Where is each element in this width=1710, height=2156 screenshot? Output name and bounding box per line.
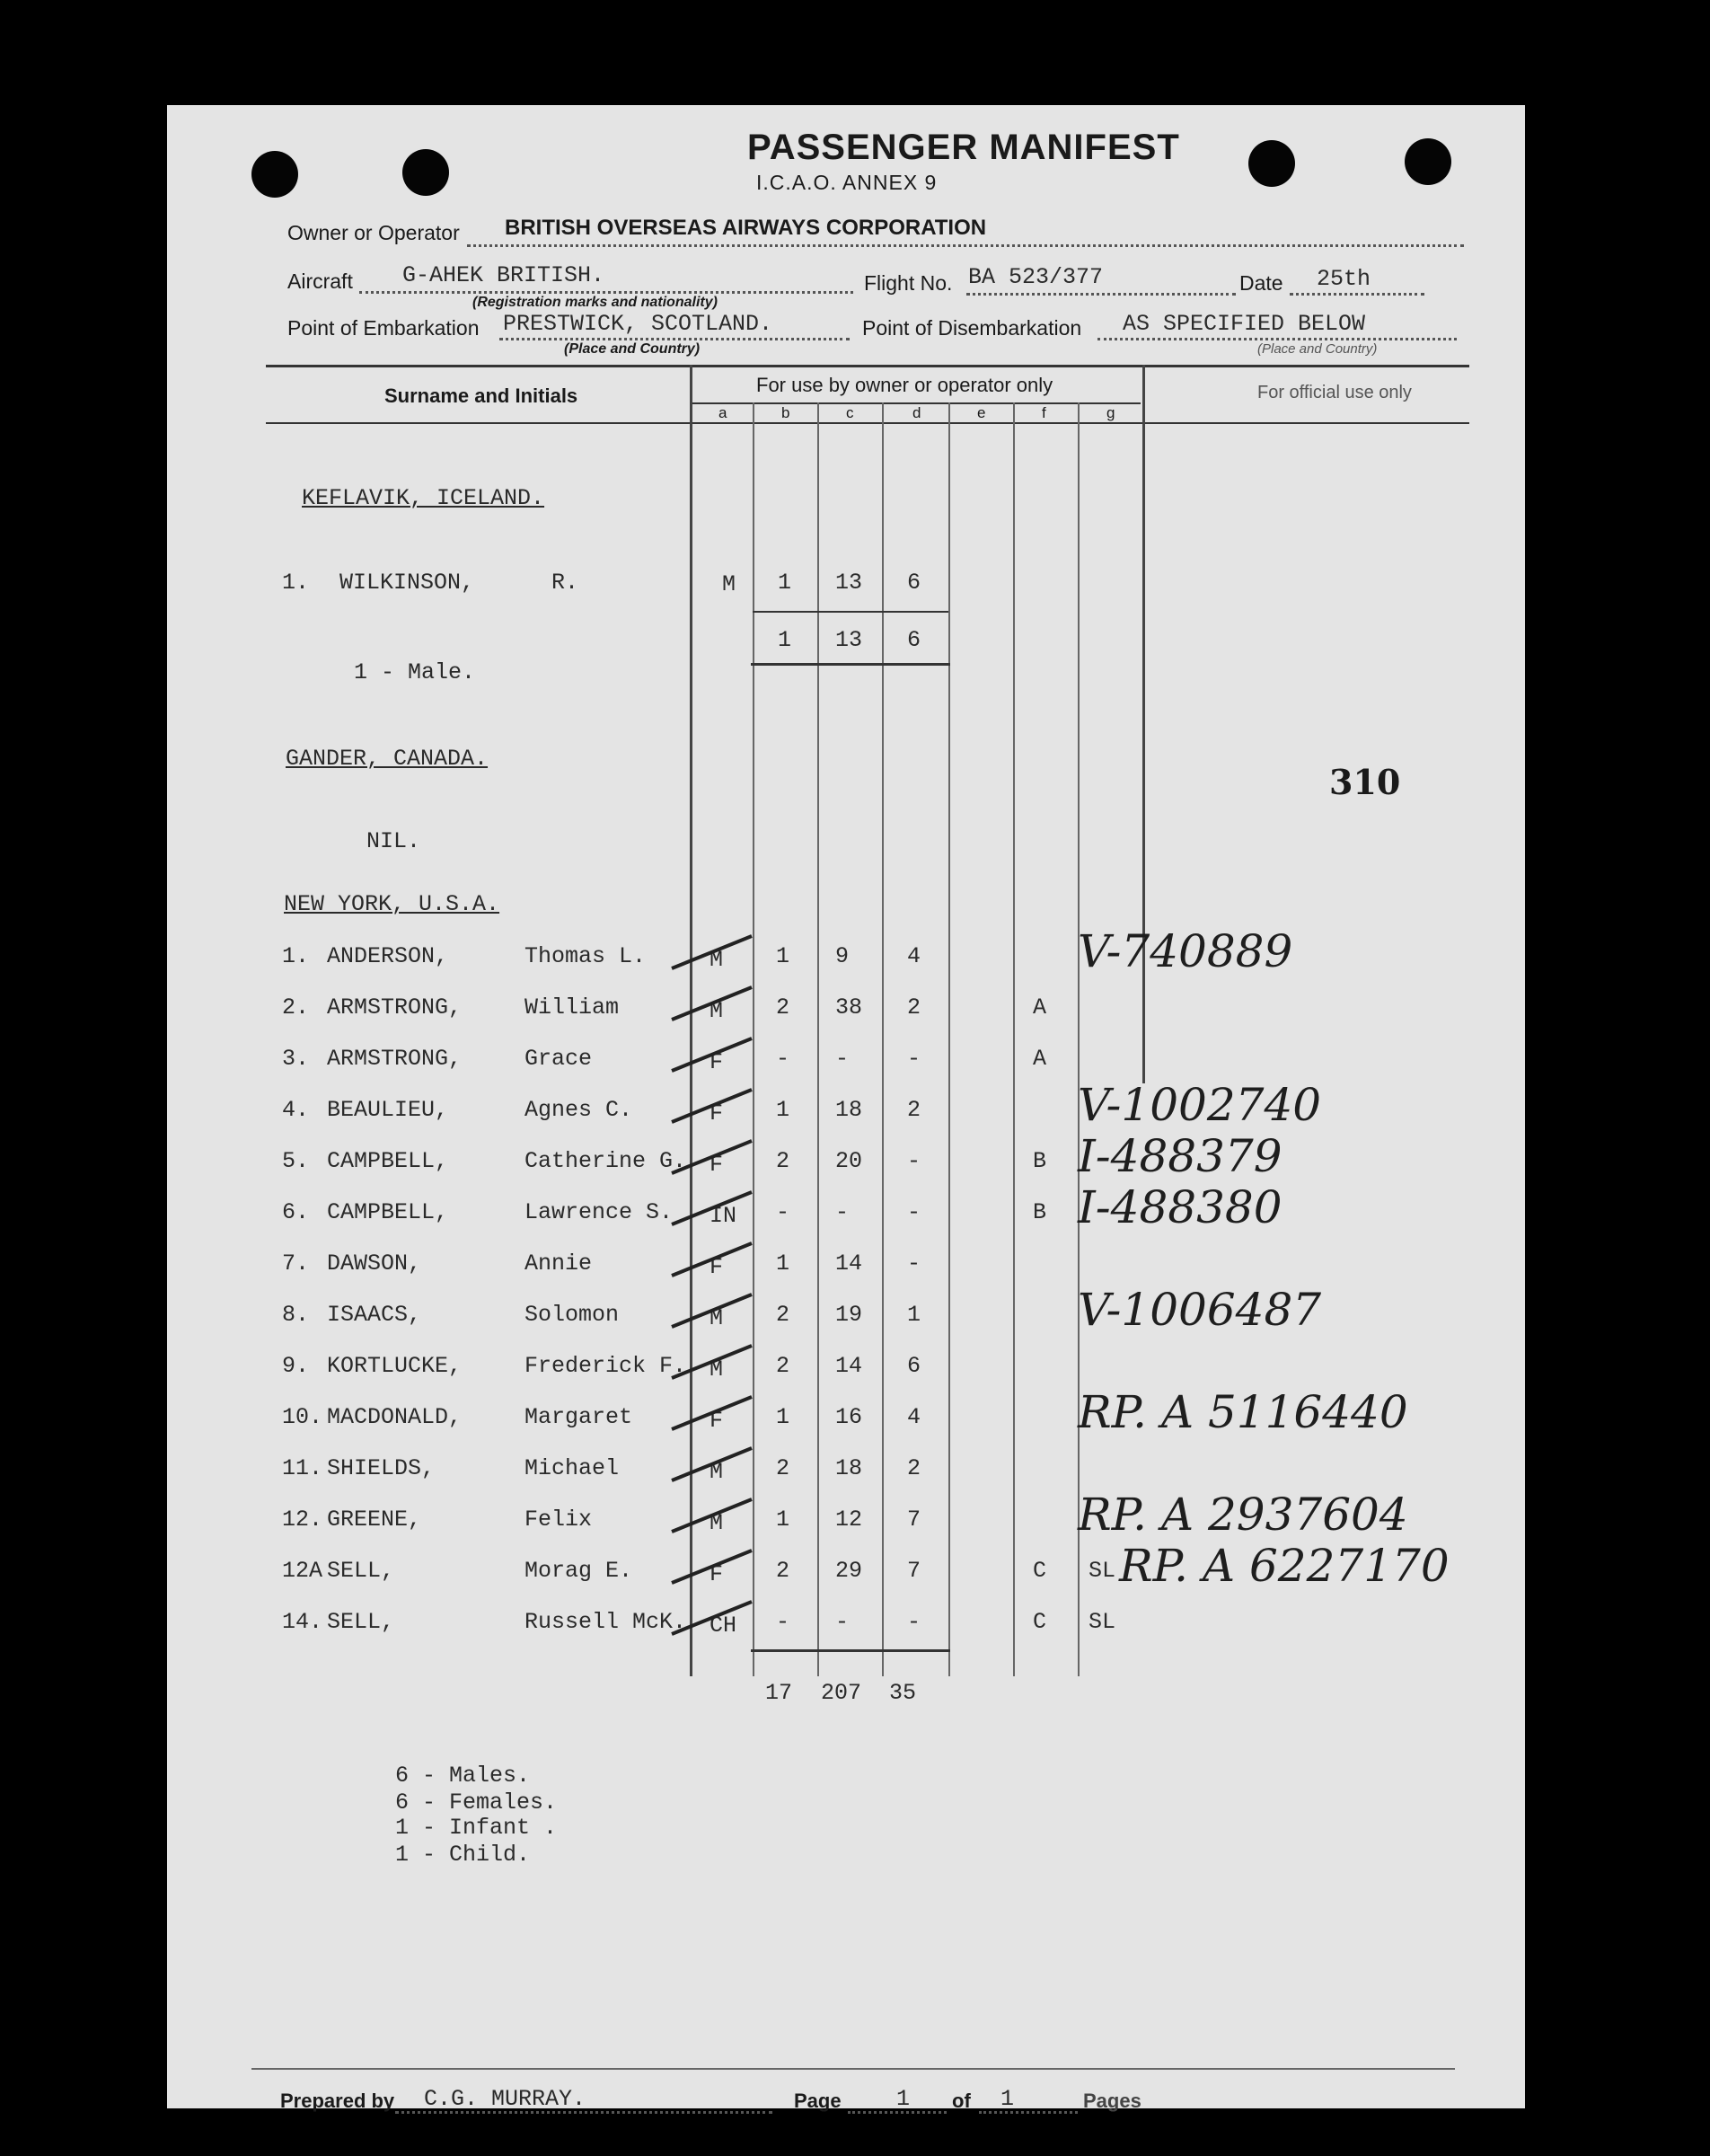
cell-given: Michael: [524, 1455, 620, 1481]
cell-d: 7: [907, 1507, 921, 1533]
total-col-c: 13: [835, 627, 863, 653]
cell-c: 38: [835, 994, 863, 1021]
embark-note: (Place and Country): [564, 341, 701, 357]
cell-c: 14: [835, 1353, 863, 1379]
cell-a: F: [710, 1561, 724, 1587]
passenger-col-b: 1: [778, 570, 792, 596]
cell-given: Annie: [524, 1250, 593, 1277]
cell-d: 2: [907, 1097, 921, 1123]
cell-num: 1.: [282, 943, 310, 969]
cell-d: 4: [907, 1404, 921, 1430]
cell-num: 8.: [282, 1302, 310, 1328]
cell-num: 3.: [282, 1046, 310, 1072]
cell-d: 1: [907, 1302, 921, 1328]
cell-c: 29: [835, 1558, 863, 1584]
owner-label: Owner or Operator: [287, 221, 460, 244]
cell-d: -: [907, 1046, 921, 1072]
cell-surname: SELL,: [327, 1609, 395, 1635]
cell-b: 1: [776, 943, 790, 969]
official-handwritten-entry: RP. A 6227170: [1119, 1540, 1450, 1592]
cell-d: -: [907, 1250, 921, 1277]
passenger-num: 1.: [282, 570, 310, 596]
cell-surname: CAMPBELL,: [327, 1148, 449, 1174]
cell-b: 2: [776, 1148, 790, 1174]
of-value: 1: [1000, 2086, 1015, 2112]
aircraft-note: (Registration marks and nationality): [472, 295, 718, 310]
cell-b: 2: [776, 994, 790, 1021]
pages-label: Pages: [1083, 2090, 1141, 2112]
cell-a: M: [710, 998, 724, 1024]
embark-label: Point of Embarkation: [287, 316, 480, 340]
cell-a: M: [710, 947, 724, 973]
cell-d: -: [907, 1199, 921, 1225]
cell-b: 1: [776, 1507, 790, 1533]
cell-b: -: [776, 1609, 790, 1635]
cell-a: M: [710, 1356, 724, 1383]
cell-c: 16: [835, 1404, 863, 1430]
official-handwritten-entry: I-488379: [1078, 1130, 1282, 1182]
cell-f: B: [1033, 1148, 1047, 1174]
passenger-col-c: 13: [835, 570, 863, 596]
section-title-gander: GANDER, CANADA.: [286, 746, 489, 772]
cell-given: Lawrence S.: [524, 1199, 674, 1225]
cell-a: IN: [710, 1203, 737, 1229]
cell-c: 18: [835, 1455, 863, 1481]
official-handwritten-entry: V-1002740: [1078, 1079, 1322, 1131]
total-col-d: 6: [907, 627, 921, 653]
cell-c: 12: [835, 1507, 863, 1533]
total-col-b: 1: [778, 627, 792, 653]
cell-a: F: [710, 1049, 724, 1075]
cell-num: 4.: [282, 1097, 310, 1123]
cell-num: 12.: [282, 1507, 323, 1533]
cell-d: 6: [907, 1353, 921, 1379]
official-handwritten-entry: V-740889: [1078, 925, 1293, 977]
cell-b: -: [776, 1046, 790, 1072]
page-value: 1: [896, 2086, 911, 2112]
ny-total-col-c: 207: [821, 1680, 862, 1706]
cell-a: F: [710, 1408, 724, 1434]
ny-total-col-d: 35: [889, 1680, 917, 1706]
cell-given: Grace: [524, 1046, 593, 1072]
cell-d: -: [907, 1609, 921, 1635]
cell-surname: SELL,: [327, 1558, 395, 1584]
cell-num: 10.: [282, 1404, 323, 1430]
cell-num: 11.: [282, 1455, 323, 1481]
official-handwritten-entry: RP. A 5116440: [1078, 1386, 1408, 1438]
cell-given: Catherine G.: [524, 1148, 687, 1174]
punch-hole: [1405, 138, 1451, 185]
cell-f: A: [1033, 1046, 1047, 1072]
cell-c: 14: [835, 1250, 863, 1277]
official-handwritten-entry: RP. A 2937604: [1078, 1489, 1408, 1541]
date-value: 25th: [1317, 266, 1371, 292]
ny-total-col-b: 17: [765, 1680, 793, 1706]
cell-f: C: [1033, 1558, 1047, 1584]
cell-b: 2: [776, 1302, 790, 1328]
cell-num: 7.: [282, 1250, 310, 1277]
cell-num: 9.: [282, 1353, 310, 1379]
cell-surname: GREENE,: [327, 1507, 422, 1533]
column-letter-c: c: [846, 404, 854, 421]
cell-d: 7: [907, 1558, 921, 1584]
cell-c: 20: [835, 1148, 863, 1174]
column-letter-g: g: [1106, 404, 1115, 421]
cell-f: C: [1033, 1609, 1047, 1635]
cell-a: F: [710, 1152, 724, 1178]
cell-given: Thomas L.: [524, 943, 647, 969]
cell-d: 2: [907, 1455, 921, 1481]
cell-b: 1: [776, 1097, 790, 1123]
gander-nil: NIL.: [366, 828, 421, 854]
cell-num: 5.: [282, 1148, 310, 1174]
punch-hole: [251, 151, 298, 198]
cell-b: 2: [776, 1558, 790, 1584]
disembark-note: (Place and Country): [1257, 341, 1378, 357]
cell-a: M: [710, 1305, 724, 1331]
section-title-keflavik: KEFLAVIK, ICELAND.: [302, 485, 545, 511]
cell-given: Felix: [524, 1507, 593, 1533]
cell-surname: ANDERSON,: [327, 943, 449, 969]
cell-a: F: [710, 1100, 724, 1127]
cell-surname: BEAULIEU,: [327, 1097, 449, 1123]
cell-given: Frederick F.: [524, 1353, 687, 1379]
cell-surname: SHIELDS,: [327, 1455, 436, 1481]
ny-summary-males: 6 - Males.: [395, 1763, 531, 1789]
prepared-value: C.G. MURRAY.: [424, 2086, 586, 2112]
disembark-label: Point of Disembarkation: [862, 316, 1082, 340]
cell-num: 14.: [282, 1609, 323, 1635]
page-subtitle: I.C.A.O. ANNEX 9: [756, 171, 938, 194]
cell-c: 18: [835, 1097, 863, 1123]
cell-b: 1: [776, 1404, 790, 1430]
column-letter-f: f: [1042, 404, 1046, 421]
cell-num: 2.: [282, 994, 310, 1021]
cell-given: Solomon: [524, 1302, 620, 1328]
passenger-sex: M: [722, 571, 736, 597]
date-label: Date: [1239, 271, 1283, 295]
punch-hole: [1248, 140, 1295, 187]
cell-num: 6.: [282, 1199, 310, 1225]
cell-c: -: [835, 1046, 850, 1072]
section-title-newyork: NEW YORK, U.S.A.: [284, 891, 500, 917]
ny-summary-females: 6 - Females.: [395, 1789, 558, 1816]
cell-g: SL: [1089, 1558, 1116, 1584]
cell-d: 4: [907, 943, 921, 969]
aircraft-value: G-AHEK BRITISH.: [402, 262, 605, 288]
official-handwritten-entry: I-488380: [1078, 1181, 1282, 1233]
cell-a: CH: [710, 1613, 737, 1639]
cell-surname: CAMPBELL,: [327, 1199, 449, 1225]
flight-label: Flight No.: [864, 271, 953, 295]
cell-b: 2: [776, 1353, 790, 1379]
column-header-operator: For use by owner or operator only: [756, 374, 1053, 396]
owner-value: BRITISH OVERSEAS AIRWAYS CORPORATION: [505, 216, 987, 240]
cell-given: Margaret: [524, 1404, 633, 1430]
cell-surname: ARMSTRONG,: [327, 1046, 463, 1072]
ny-summary-child: 1 - Child.: [395, 1842, 531, 1868]
page-title: PASSENGER MANIFEST: [747, 128, 1180, 167]
column-header-name: Surname and Initials: [384, 384, 578, 407]
column-letter-a: a: [718, 404, 727, 421]
page-label: Page: [794, 2090, 842, 2112]
cell-surname: ISAACS,: [327, 1302, 422, 1328]
column-letter-d: d: [912, 404, 921, 421]
cell-surname: ARMSTRONG,: [327, 994, 463, 1021]
column-header-official: For official use only: [1257, 383, 1412, 402]
cell-surname: MACDONALD,: [327, 1404, 463, 1430]
official-handwritten-entry: V-1006487: [1078, 1284, 1322, 1336]
cell-a: M: [710, 1510, 724, 1536]
cell-b: 2: [776, 1455, 790, 1481]
cell-num: 12A: [282, 1558, 323, 1584]
ny-summary-infant: 1 - Infant .: [395, 1815, 558, 1841]
stamp-number: 310: [1329, 762, 1401, 802]
cell-given: Russell McK.: [524, 1609, 687, 1635]
cell-surname: KORTLUCKE,: [327, 1353, 463, 1379]
prepared-label: Prepared by: [280, 2090, 395, 2112]
disembark-value: AS SPECIFIED BELOW: [1123, 311, 1366, 337]
cell-b: 1: [776, 1250, 790, 1277]
passenger-col-d: 6: [907, 570, 921, 596]
cell-given: William: [524, 994, 620, 1021]
cell-g: SL: [1089, 1609, 1116, 1635]
cell-surname: DAWSON,: [327, 1250, 422, 1277]
keflavik-summary: 1 - Male.: [354, 659, 476, 685]
passenger-initials: R.: [551, 570, 579, 596]
cell-c: -: [835, 1609, 850, 1635]
of-label: of: [952, 2090, 971, 2112]
flight-value: BA 523/377: [968, 264, 1104, 290]
column-letter-b: b: [781, 404, 790, 421]
cell-a: F: [710, 1254, 724, 1280]
cell-a: M: [710, 1459, 724, 1485]
cell-d: -: [907, 1148, 921, 1174]
cell-b: -: [776, 1199, 790, 1225]
cell-c: 9: [835, 943, 850, 969]
aircraft-label: Aircraft: [287, 270, 353, 293]
passenger-surname: WILKINSON,: [339, 570, 475, 596]
cell-f: B: [1033, 1199, 1047, 1225]
cell-f: A: [1033, 994, 1047, 1021]
column-letter-e: e: [977, 404, 986, 421]
cell-given: Agnes C.: [524, 1097, 633, 1123]
cell-c: 19: [835, 1302, 863, 1328]
embark-value: PRESTWICK, SCOTLAND.: [503, 311, 773, 337]
cell-d: 2: [907, 994, 921, 1021]
cell-given: Morag E.: [524, 1558, 633, 1584]
punch-hole: [402, 149, 449, 196]
cell-c: -: [835, 1199, 850, 1225]
